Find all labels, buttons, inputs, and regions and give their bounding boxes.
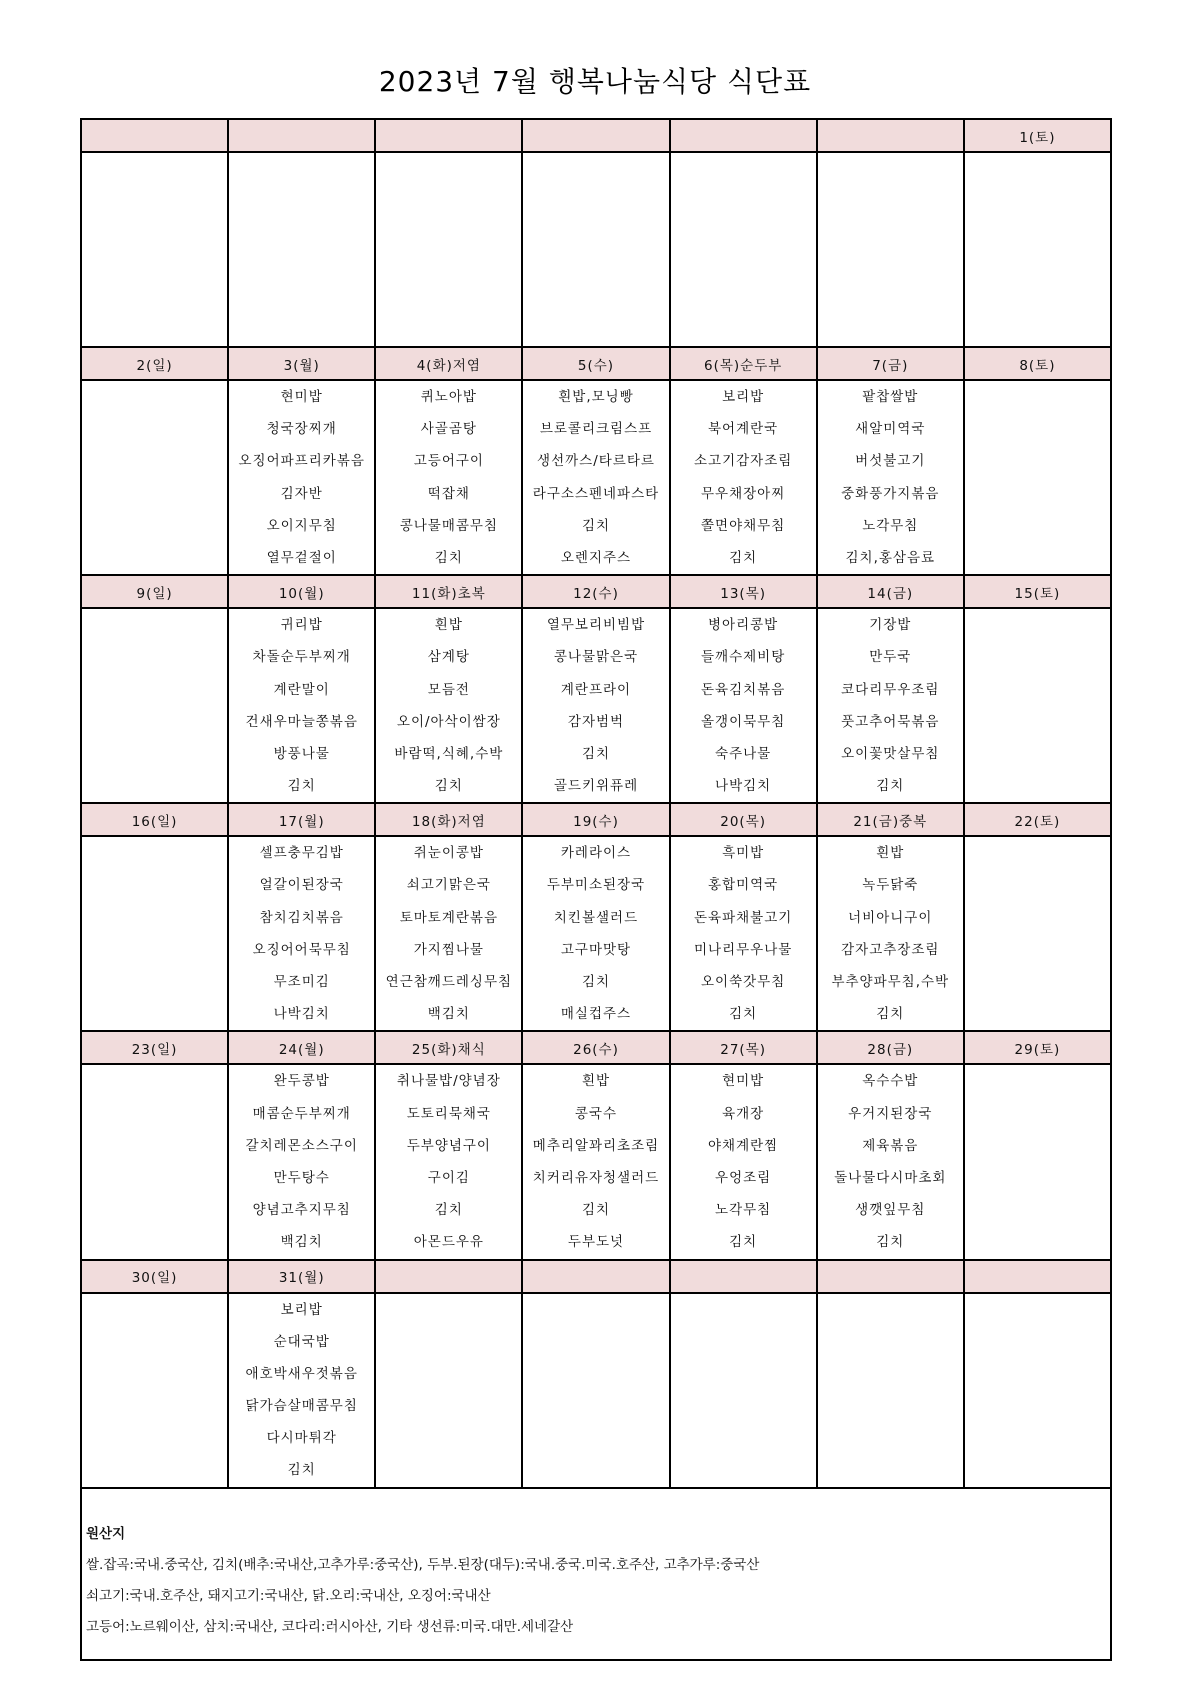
date-header-cell: 22(토)	[964, 803, 1111, 836]
menu-item: 흰밥,모닝빵	[558, 389, 634, 405]
menu-item: 아몬드우유	[413, 1234, 484, 1251]
menu-item: 병아리콩밥	[708, 617, 779, 634]
menu-item: 기장밥	[869, 617, 912, 634]
day-menu-cell	[522, 380, 669, 575]
menu-item: 흑미밥	[722, 845, 765, 862]
day-menu-cell	[964, 836, 1111, 1031]
date-header-cell: 1(토)	[964, 119, 1111, 152]
menu-item: 토마토계란볶음	[399, 909, 498, 926]
day-menu-cell	[670, 608, 817, 803]
menu-item: 숙주나물	[715, 745, 772, 762]
menu-item: 치커리유자청샐러드	[532, 1169, 660, 1186]
menu-item: 브로콜리크림스프	[539, 421, 653, 438]
menu-item: 보리밥	[280, 1301, 323, 1318]
day-menu-cell	[228, 836, 375, 1031]
menu-item: 너비아니구이	[848, 909, 933, 926]
menu-item: 김치	[581, 517, 611, 534]
menu-item: 김치,홍삼음료	[845, 549, 936, 566]
menu-item: 바람떡,식혜,수박	[394, 745, 504, 762]
menu-item: 오이/아삭이쌈장	[396, 713, 501, 730]
menu-item: 열무보리비빔밥	[546, 617, 646, 634]
menu-item: 중화풍가지볶음	[841, 485, 940, 502]
day-menu-cell	[522, 1064, 669, 1259]
menu-item: 팥찹쌀밥	[862, 389, 919, 405]
menu-item: 순대국밥	[273, 1333, 330, 1350]
menu-item: 버섯불고기	[855, 453, 926, 470]
date-header-cell: 26(수)	[522, 1031, 669, 1064]
menu-item: 얼갈이된장국	[259, 877, 344, 894]
date-header-cell: 2(일)	[81, 347, 228, 380]
day-menu-cell	[228, 152, 375, 347]
date-header-cell: 18(화)저염	[375, 803, 522, 836]
menu-item: 쥐눈이콩밥	[413, 845, 484, 862]
day-menu-cell	[228, 1293, 375, 1488]
menu-item: 완두콩밥	[273, 1073, 330, 1090]
day-menu-cell	[375, 152, 522, 347]
date-header-row	[81, 347, 1111, 380]
day-menu-cell	[817, 152, 964, 347]
day-menu-cell	[375, 1293, 522, 1488]
menu-item: 퀴노아밥	[420, 389, 477, 405]
menu-item: 김치	[729, 1006, 758, 1023]
day-menu-cell	[522, 1293, 669, 1488]
menu-item: 백김치	[280, 1234, 323, 1251]
day-menu-cell	[522, 836, 669, 1031]
menu-item: 북어계란국	[708, 421, 779, 438]
day-menu-cell	[228, 608, 375, 803]
menu-item: 생선까스/타르타르	[537, 453, 655, 470]
menu-item: 무우채장아찌	[701, 485, 786, 502]
menu-item: 보리밥	[722, 389, 765, 405]
menu-item: 도토리묵채국	[406, 1105, 491, 1122]
menu-item: 무조미김	[273, 974, 330, 990]
menu-item: 김치	[581, 1202, 611, 1219]
date-header-cell: 15(토)	[964, 575, 1111, 608]
menu-item: 김치	[876, 1234, 905, 1251]
date-header-cell: 3(월)	[228, 347, 375, 380]
date-header-row	[81, 803, 1111, 836]
day-menu-cell	[228, 380, 375, 575]
menu-item: 콩국수	[574, 1105, 618, 1122]
day-menu-cell	[670, 1293, 817, 1488]
date-header-cell: 25(화)채식	[375, 1031, 522, 1064]
origin-section	[81, 1488, 1111, 1660]
day-menu-cell	[670, 380, 817, 575]
menu-item: 풋고추어묵볶음	[841, 713, 940, 730]
day-menu-cell	[375, 380, 522, 575]
menu-item: 계란말이	[273, 681, 330, 698]
menu-item: 열무겉절이	[266, 549, 337, 566]
date-header-cell: 7(금)	[817, 347, 964, 380]
menu-item: 라구소스펜네파스타	[532, 485, 660, 502]
menu-item: 돈육파채불고기	[693, 909, 793, 926]
date-header-cell	[522, 1260, 669, 1293]
menu-item: 연근참깨드레싱무침	[385, 974, 513, 990]
menu-item: 김자반	[280, 485, 323, 502]
date-header-cell: 19(수)	[522, 803, 669, 836]
day-menu-cell	[81, 1064, 228, 1259]
menu-item: 오징어어묵무침	[252, 941, 351, 958]
menu-item: 흰밥	[434, 617, 463, 634]
menu-item: 쇠고기맑은국	[406, 877, 491, 894]
menu-item: 나박김치	[715, 778, 772, 795]
menu-item: 사골곰탕	[420, 421, 477, 438]
menu-item: 노각무침	[862, 517, 919, 534]
date-header-cell: 9(일)	[81, 575, 228, 608]
date-header-cell: 5(수)	[522, 347, 669, 380]
date-header-cell	[375, 119, 522, 152]
menu-item: 현미밥	[280, 389, 323, 405]
menu-item: 고등어구이	[413, 453, 484, 470]
day-menu-cell	[964, 152, 1111, 347]
menu-item: 김치	[876, 778, 905, 795]
day-menu-cell	[375, 1064, 522, 1259]
menu-item: 만두국	[869, 649, 912, 666]
menu-item: 김치	[434, 549, 463, 566]
menu-item: 쫄면야채무침	[701, 517, 786, 534]
date-header-cell	[964, 1260, 1111, 1293]
menu-item: 갈치레몬소스구이	[245, 1137, 358, 1154]
day-menu-cell	[964, 380, 1111, 575]
date-header-cell: 17(월)	[228, 803, 375, 836]
date-header-cell	[375, 1260, 522, 1293]
date-header-cell: 31(월)	[228, 1260, 375, 1293]
date-header-cell: 30(일)	[81, 1260, 228, 1293]
menu-item: 김치	[287, 778, 316, 795]
menu-item: 청국장찌개	[266, 421, 337, 438]
menu-item: 야채계란찜	[708, 1137, 779, 1154]
date-header-cell: 6(목)순두부	[670, 347, 817, 380]
date-header-cell: 8(토)	[964, 347, 1111, 380]
day-menu-cell	[522, 608, 669, 803]
menu-item: 건새우마늘쫑볶음	[245, 713, 358, 730]
menu-item: 고구마맛탕	[560, 941, 632, 958]
menu-item: 매콤순두부찌개	[252, 1105, 351, 1122]
menu-item: 떡잡채	[427, 485, 470, 502]
menu-item: 새알미역국	[855, 421, 926, 438]
date-header-cell	[81, 119, 228, 152]
menu-item: 옥수수밥	[862, 1073, 919, 1090]
menu-item: 삼계탕	[427, 649, 470, 666]
date-header-cell	[817, 1260, 964, 1293]
menu-item: 김치	[729, 549, 758, 566]
date-header-cell: 24(월)	[228, 1031, 375, 1064]
menu-item: 골드키위퓨레	[553, 778, 639, 795]
date-header-cell	[817, 119, 964, 152]
menu-item: 김치	[581, 974, 611, 990]
menu-item: 취나물밥/양념장	[396, 1073, 501, 1090]
date-header-cell	[670, 1260, 817, 1293]
menu-item: 미나리무우나물	[693, 941, 793, 958]
date-header-cell: 28(금)	[817, 1031, 964, 1064]
page-title: 2023년 7월 행복나눔식당 식단표	[378, 65, 812, 98]
menu-item: 구이김	[427, 1169, 470, 1186]
menu-row	[81, 152, 1111, 347]
day-menu-cell	[81, 836, 228, 1031]
date-header-cell: 16(일)	[81, 803, 228, 836]
origin-line: 쇠고기:국내.호주산, 돼지고기:국내산, 닭.오리:국내산, 오징어:국내산	[86, 1587, 491, 1604]
menu-item: 육개장	[722, 1105, 765, 1122]
menu-item: 김치	[434, 778, 463, 795]
day-menu-cell	[375, 608, 522, 803]
menu-item: 홍합미역국	[708, 877, 779, 894]
menu-row	[81, 836, 1111, 1031]
day-menu-cell	[81, 152, 228, 347]
menu-item: 귀리밥	[280, 617, 323, 634]
menu-item: 김치	[434, 1202, 463, 1219]
menu-item: 차돌순두부찌개	[252, 649, 351, 666]
date-header-row	[81, 1031, 1111, 1064]
menu-item: 참치김치볶음	[259, 909, 344, 926]
origin-line: 쌀.잡곡:국내.중국산, 김치(배추:국내산,고추가루:중국산), 두부.된장(대두):국내.중국.미국.호주산, 고추가루:중국산	[86, 1556, 760, 1573]
menu-item: 방풍나물	[273, 745, 330, 762]
day-menu-cell	[964, 1064, 1111, 1259]
menu-item: 두부도넛	[567, 1234, 625, 1251]
day-menu-cell	[670, 152, 817, 347]
date-header-row	[81, 1260, 1111, 1293]
day-menu-cell	[670, 1064, 817, 1259]
date-header-cell	[522, 119, 669, 152]
day-menu-cell	[375, 836, 522, 1031]
date-header-cell: 12(수)	[522, 575, 669, 608]
menu-item: 부추양파무침,수박	[831, 974, 950, 990]
menu-item: 김치	[287, 1462, 316, 1479]
menu-item: 셀프충무김밥	[259, 845, 344, 862]
origin-title: 원산지	[86, 1525, 126, 1542]
date-header-cell: 20(목)	[670, 803, 817, 836]
day-menu-cell	[817, 608, 964, 803]
date-header-row	[81, 575, 1111, 608]
date-header-cell: 13(목)	[670, 575, 817, 608]
date-header-cell: 14(금)	[817, 575, 964, 608]
menu-item: 오렌지주스	[560, 549, 632, 566]
origin-line: 고등어:노르웨이산, 삼치:국내산, 코다리:러시아산, 기타 생선류:미국.대만.세네갈산	[86, 1618, 574, 1635]
menu-calendar-table	[80, 118, 1112, 1661]
date-header-cell: 10(월)	[228, 575, 375, 608]
menu-item: 우엉조림	[715, 1169, 772, 1186]
menu-item: 나박김치	[273, 1006, 330, 1023]
menu-row	[81, 1293, 1111, 1488]
menu-item: 만두탕수	[273, 1169, 330, 1186]
menu-item: 돌나물다시마초회	[834, 1169, 947, 1186]
menu-item: 백김치	[427, 1006, 470, 1023]
menu-row	[81, 608, 1111, 803]
menu-item: 감자고추장조림	[841, 941, 940, 958]
day-menu-cell	[964, 1293, 1111, 1488]
day-menu-cell	[81, 608, 228, 803]
menu-item: 가지찜나물	[413, 941, 484, 958]
menu-row	[81, 380, 1111, 575]
day-menu-cell	[81, 380, 228, 575]
menu-item: 계란프라이	[560, 681, 632, 698]
date-header-cell	[228, 119, 375, 152]
date-header-cell: 21(금)중복	[817, 803, 964, 836]
menu-item: 매실컵주스	[560, 1006, 632, 1023]
menu-item: 김치	[876, 1006, 905, 1023]
menu-item: 코다리무우조림	[841, 681, 940, 698]
menu-item: 오이쑥갓무침	[701, 974, 786, 990]
menu-item: 모듬전	[427, 681, 470, 698]
menu-item: 올갱이묵무침	[701, 713, 786, 730]
day-menu-cell	[817, 1293, 964, 1488]
menu-item: 감자범벅	[567, 713, 625, 730]
menu-item: 오이지무침	[266, 517, 337, 534]
menu-item: 두부미소된장국	[546, 877, 646, 894]
menu-item: 흰밥	[876, 845, 905, 862]
menu-item: 현미밥	[722, 1073, 765, 1090]
menu-item: 애호박새우젓볶음	[245, 1365, 358, 1382]
menu-item: 오이꽃맛살무침	[841, 745, 940, 762]
menu-item: 다시마튀각	[266, 1430, 337, 1447]
menu-item: 소고기감자조림	[693, 453, 793, 470]
menu-item: 콩나물맑은국	[553, 649, 639, 666]
menu-item: 양념고추지무침	[252, 1202, 351, 1219]
day-menu-cell	[670, 836, 817, 1031]
menu-item: 우거지된장국	[848, 1105, 933, 1122]
menu-item: 닭가슴살매콤무침	[245, 1398, 358, 1415]
day-menu-cell	[817, 1064, 964, 1259]
menu-item: 카레라이스	[560, 845, 632, 862]
date-header-cell: 29(토)	[964, 1031, 1111, 1064]
menu-item: 김치	[729, 1234, 758, 1251]
menu-item: 녹두닭죽	[862, 877, 919, 894]
day-menu-cell	[964, 608, 1111, 803]
menu-item: 메추리알꽈리초조림	[532, 1137, 660, 1154]
day-menu-cell	[228, 1064, 375, 1259]
day-menu-cell	[817, 380, 964, 575]
menu-item: 생깻잎무침	[855, 1202, 926, 1219]
date-header-cell: 4(화)저염	[375, 347, 522, 380]
day-menu-cell	[817, 836, 964, 1031]
date-header-cell: 11(화)초복	[375, 575, 522, 608]
menu-item: 콩나물매콤무침	[399, 517, 498, 534]
menu-item: 흰밥	[581, 1073, 611, 1090]
date-header-cell	[670, 119, 817, 152]
menu-item: 돈육김치볶음	[701, 681, 786, 698]
menu-item: 치킨볼샐러드	[553, 909, 639, 926]
date-header-cell: 23(일)	[81, 1031, 228, 1064]
menu-item: 제육볶음	[862, 1137, 919, 1154]
menu-item: 노각무침	[715, 1202, 772, 1219]
menu-item: 두부양념구이	[406, 1137, 491, 1154]
date-header-cell: 27(목)	[670, 1031, 817, 1064]
menu-item: 김치	[581, 745, 611, 762]
menu-row	[81, 1064, 1111, 1259]
menu-item: 오징어파프리카볶음	[238, 453, 365, 470]
day-menu-cell	[81, 1293, 228, 1488]
menu-item: 들깨수제비탕	[701, 649, 786, 666]
day-menu-cell	[522, 152, 669, 347]
date-header-row	[81, 119, 1111, 152]
